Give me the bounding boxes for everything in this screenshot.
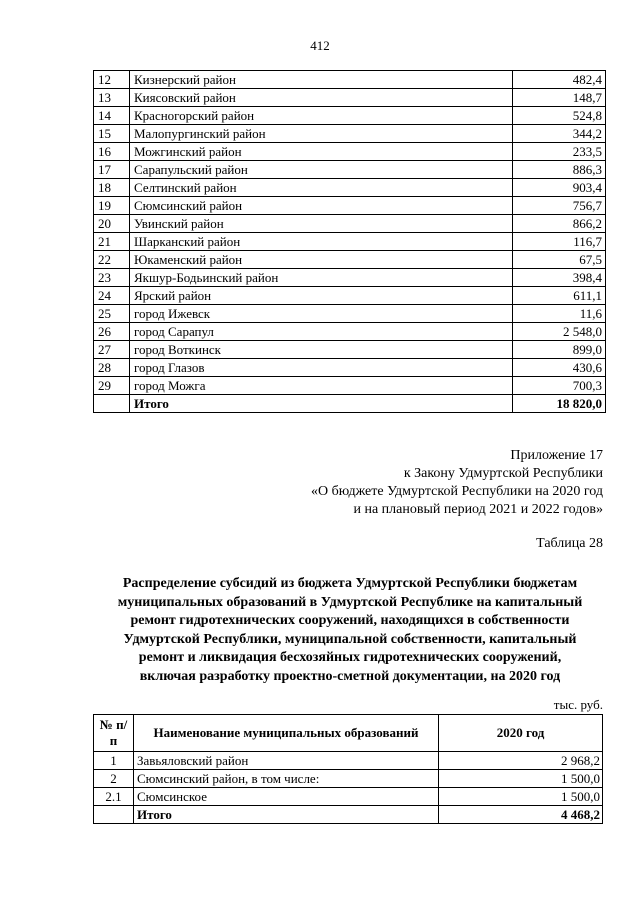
- row-number: 22: [94, 251, 130, 269]
- amount: 700,3: [513, 377, 606, 395]
- municipality-name: Ярский район: [130, 287, 513, 305]
- amount: 233,5: [513, 143, 606, 161]
- municipality-name: Сюмсинский район, в том числе:: [134, 770, 439, 788]
- table-label: Таблица 28: [536, 536, 603, 551]
- row-number: 25: [94, 305, 130, 323]
- row-number: 2.1: [94, 788, 134, 806]
- row-number: 14: [94, 107, 130, 125]
- appendix-reference: [311, 447, 603, 519]
- table-row: [94, 143, 606, 161]
- row-number: 27: [94, 341, 130, 359]
- municipality-name: город Можга: [130, 377, 513, 395]
- municipality-name: Якшур-Бодьинский район: [130, 269, 513, 287]
- amount: 344,2: [513, 125, 606, 143]
- table1-body: [94, 71, 606, 413]
- table-row: [94, 125, 606, 143]
- appendix-line-1: Приложение 17: [510, 448, 603, 463]
- table-row: [94, 305, 606, 323]
- municipality-name: Итого: [134, 806, 439, 824]
- amount: 1 500,0: [439, 788, 603, 806]
- table2-body: [94, 752, 603, 824]
- table-row: [94, 71, 606, 89]
- municipality-name: Сюмсинское: [134, 788, 439, 806]
- amount: 482,4: [513, 71, 606, 89]
- municipality-name: Селтинский район: [130, 179, 513, 197]
- appendix-line-3: «О бюджете Удмуртской Республики на 2020 год: [310, 484, 603, 499]
- amount: 886,3: [513, 161, 606, 179]
- municipality-name: город Ижевск: [130, 305, 513, 323]
- row-number: [94, 806, 134, 824]
- subsidy-table-continued: [93, 70, 606, 413]
- row-number: 21: [94, 233, 130, 251]
- table-row: [94, 251, 606, 269]
- amount: 866,2: [513, 215, 606, 233]
- total-row: [94, 806, 603, 824]
- row-number: 13: [94, 89, 130, 107]
- header-year: 2020 год: [439, 715, 603, 752]
- row-number: 18: [94, 179, 130, 197]
- page-number: 412: [310, 38, 330, 53]
- row-number: 15: [94, 125, 130, 143]
- municipality-name: Увинский район: [130, 215, 513, 233]
- amount: 899,0: [513, 341, 606, 359]
- row-number: 24: [94, 287, 130, 305]
- municipality-name: Завьяловский район: [134, 752, 439, 770]
- amount: 4 468,2: [439, 806, 603, 824]
- table-row: [94, 770, 603, 788]
- amount: 116,7: [513, 233, 606, 251]
- document-title: [80, 575, 620, 686]
- row-number: [94, 395, 130, 413]
- municipality-name: город Сарапул: [130, 323, 513, 341]
- header-name: Наименование муниципальных образований: [134, 715, 439, 752]
- row-number: 26: [94, 323, 130, 341]
- header-number: № п/п: [94, 715, 134, 752]
- municipality-name: Можгинский район: [130, 143, 513, 161]
- table-row: [94, 107, 606, 125]
- subsidy-table-2020: [93, 714, 603, 824]
- table-row: [94, 377, 606, 395]
- amount: 430,6: [513, 359, 606, 377]
- municipality-name: Юкаменский район: [130, 251, 513, 269]
- row-number: 19: [94, 197, 130, 215]
- title-line: ремонт гидротехнических сооружений, находящихся в собственности: [130, 613, 570, 628]
- municipality-name: Кизнерский район: [130, 71, 513, 89]
- title-line: Удмуртской Республики, муниципальной собственности, капитальный: [123, 631, 577, 647]
- table-row: [94, 269, 606, 287]
- row-number: 2: [94, 770, 134, 788]
- municipality-name: Сарапульский район: [130, 161, 513, 179]
- amount: 11,6: [513, 305, 606, 323]
- total-row: [94, 395, 606, 413]
- table2-header-row: [94, 715, 603, 752]
- table-row: [94, 161, 606, 179]
- municipality-name: Сюмсинский район: [130, 197, 513, 215]
- appendix-line-4: и на плановый период 2021 и 2022 годов»: [353, 502, 603, 517]
- table-row: [94, 323, 606, 341]
- row-number: 17: [94, 161, 130, 179]
- amount: 18 820,0: [513, 395, 606, 413]
- municipality-name: город Воткинск: [130, 341, 513, 359]
- municipality-name: Итого: [130, 395, 513, 413]
- amount: 524,8: [513, 107, 606, 125]
- row-number: 28: [94, 359, 130, 377]
- row-number: 1: [94, 752, 134, 770]
- table-row: [94, 179, 606, 197]
- row-number: 16: [94, 143, 130, 161]
- amount: 756,7: [513, 197, 606, 215]
- municipality-name: Шарканский район: [130, 233, 513, 251]
- amount: 67,5: [513, 251, 606, 269]
- title-line: муниципальных образований в Удмуртской Республике на капитальный: [117, 594, 583, 610]
- amount: 1 500,0: [439, 770, 603, 788]
- row-number: 20: [94, 215, 130, 233]
- table-row: [94, 89, 606, 107]
- table-row: [94, 341, 606, 359]
- municipality-name: Киясовский район: [130, 89, 513, 107]
- row-number: 12: [94, 71, 130, 89]
- appendix-line-2: к Закону Удмуртской Республики: [403, 466, 603, 481]
- municipality-name: Малопургинский район: [130, 125, 513, 143]
- units-label: тыс. руб.: [553, 697, 603, 712]
- table-row: [94, 788, 603, 806]
- amount: 611,1: [513, 287, 606, 305]
- table-row: [94, 359, 606, 377]
- amount: 2 968,2: [439, 752, 603, 770]
- row-number: 29: [94, 377, 130, 395]
- table-row: [94, 197, 606, 215]
- table-row: [94, 233, 606, 251]
- table-row: [94, 215, 606, 233]
- title-line: включая разработку проектно-сметной документации, на 2020 год: [139, 668, 561, 684]
- amount: 903,4: [513, 179, 606, 197]
- table-row: [94, 287, 606, 305]
- row-number: 23: [94, 269, 130, 287]
- table-row: [94, 752, 603, 770]
- title-line: Распределение субсидий из бюджета Удмуртской Республики бюджетам: [122, 576, 578, 591]
- municipality-name: город Глазов: [130, 359, 513, 377]
- municipality-name: Красногорский район: [130, 107, 513, 125]
- amount: 398,4: [513, 269, 606, 287]
- amount: 148,7: [513, 89, 606, 107]
- amount: 2 548,0: [513, 323, 606, 341]
- title-line: ремонт и ликвидация бесхозяйных гидротехнических сооружений,: [138, 650, 562, 665]
